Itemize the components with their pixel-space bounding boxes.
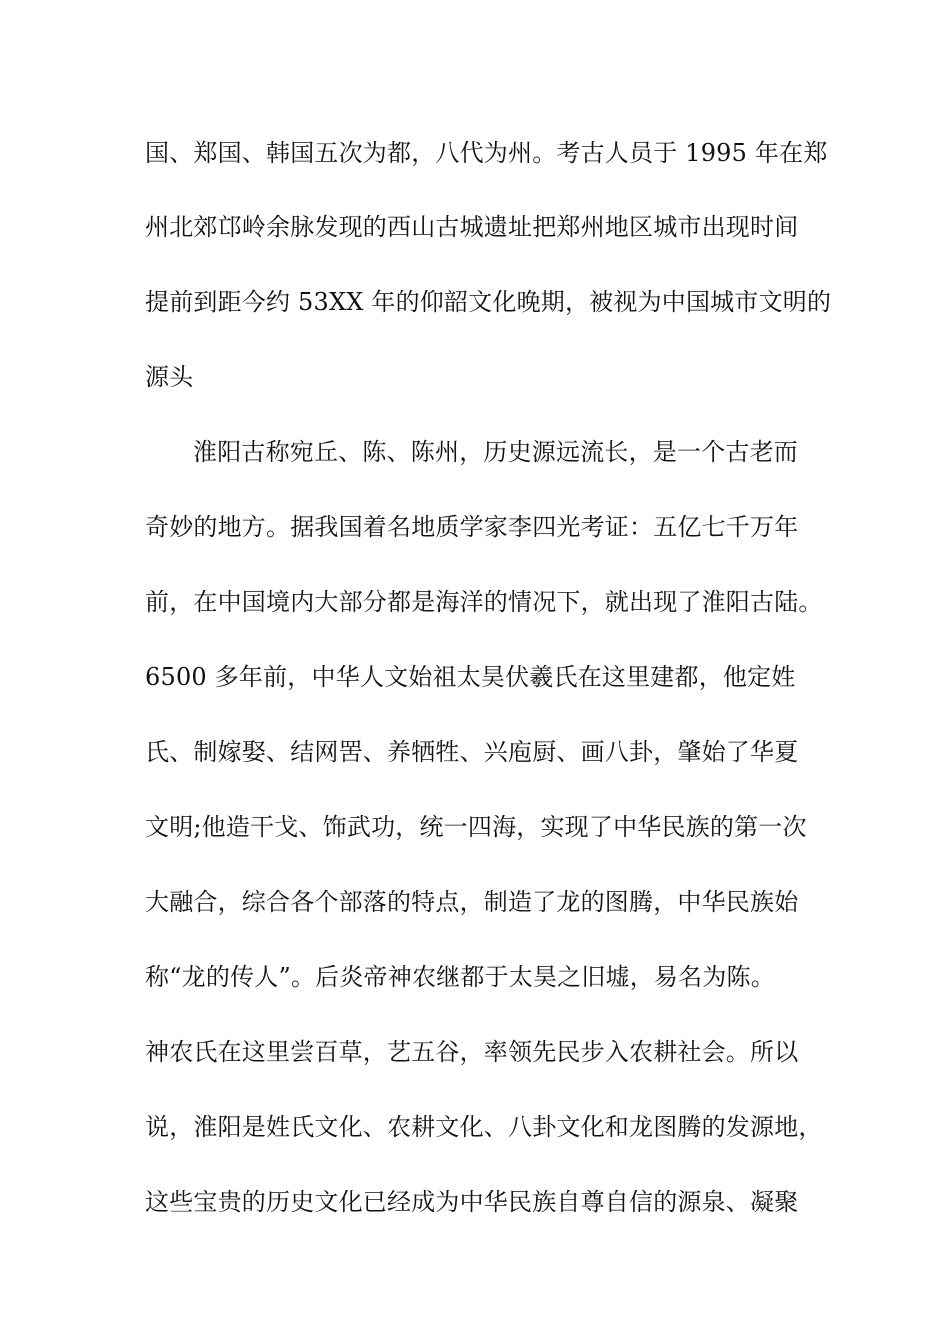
text-line-15: 这些宝贵的历史文化已经成为中华民族自尊自信的源泉、凝聚: [145, 1188, 799, 1216]
text-line-8: 6500 多年前，中华人文始祖太昊伏羲氏在这里建都，他定姓: [145, 663, 796, 691]
paragraph-indent-line: 淮阳古称宛丘、陈、陈州，历史源远流长，是一个古老而: [193, 438, 798, 466]
text-line-4: 源头: [145, 363, 194, 391]
text-line-2: 州北郊邙岭余脉发现的西山古城遗址把郑州地区城市出现时间: [145, 213, 799, 241]
text-line-11: 大融合，综合各个部落的特点，制造了龙的图腾，中华民族始: [145, 888, 799, 916]
text-line-12: 称“龙的传人”。后炎帝神农继都于太昊之旧墟，易名为陈。: [145, 963, 775, 991]
text-line-6: 奇妙的地方。据我国着名地质学家李四光考证：五亿七千万年: [145, 513, 799, 541]
text-line-13: 神农氏在这里尝百草，艺五谷，率领先民步入农耕社会。所以: [145, 1038, 799, 1066]
text-line-7: 前，在中国境内大部分都是海洋的情况下，就出现了淮阳古陆。: [145, 588, 823, 616]
text-line-10: 文明;他造干戈、饰武功，统一四海，实现了中华民族的第一次: [145, 813, 807, 841]
text-line-3: 提前到距今约 53XX 年的仰韶文化晚期，被视为中国城市文明的: [145, 288, 832, 316]
text-line-1: 国、郑国、韩国五次为都，八代为州。考古人员于 1995 年在郑: [145, 139, 828, 167]
text-line-9: 氏、制嫁娶、结网罟、养牺牲、兴庖厨、画八卦，肇始了华夏: [145, 738, 799, 766]
text-line-14: 说，淮阳是姓氏文化、农耕文化、八卦文化和龙图腾的发源地，: [145, 1113, 823, 1141]
